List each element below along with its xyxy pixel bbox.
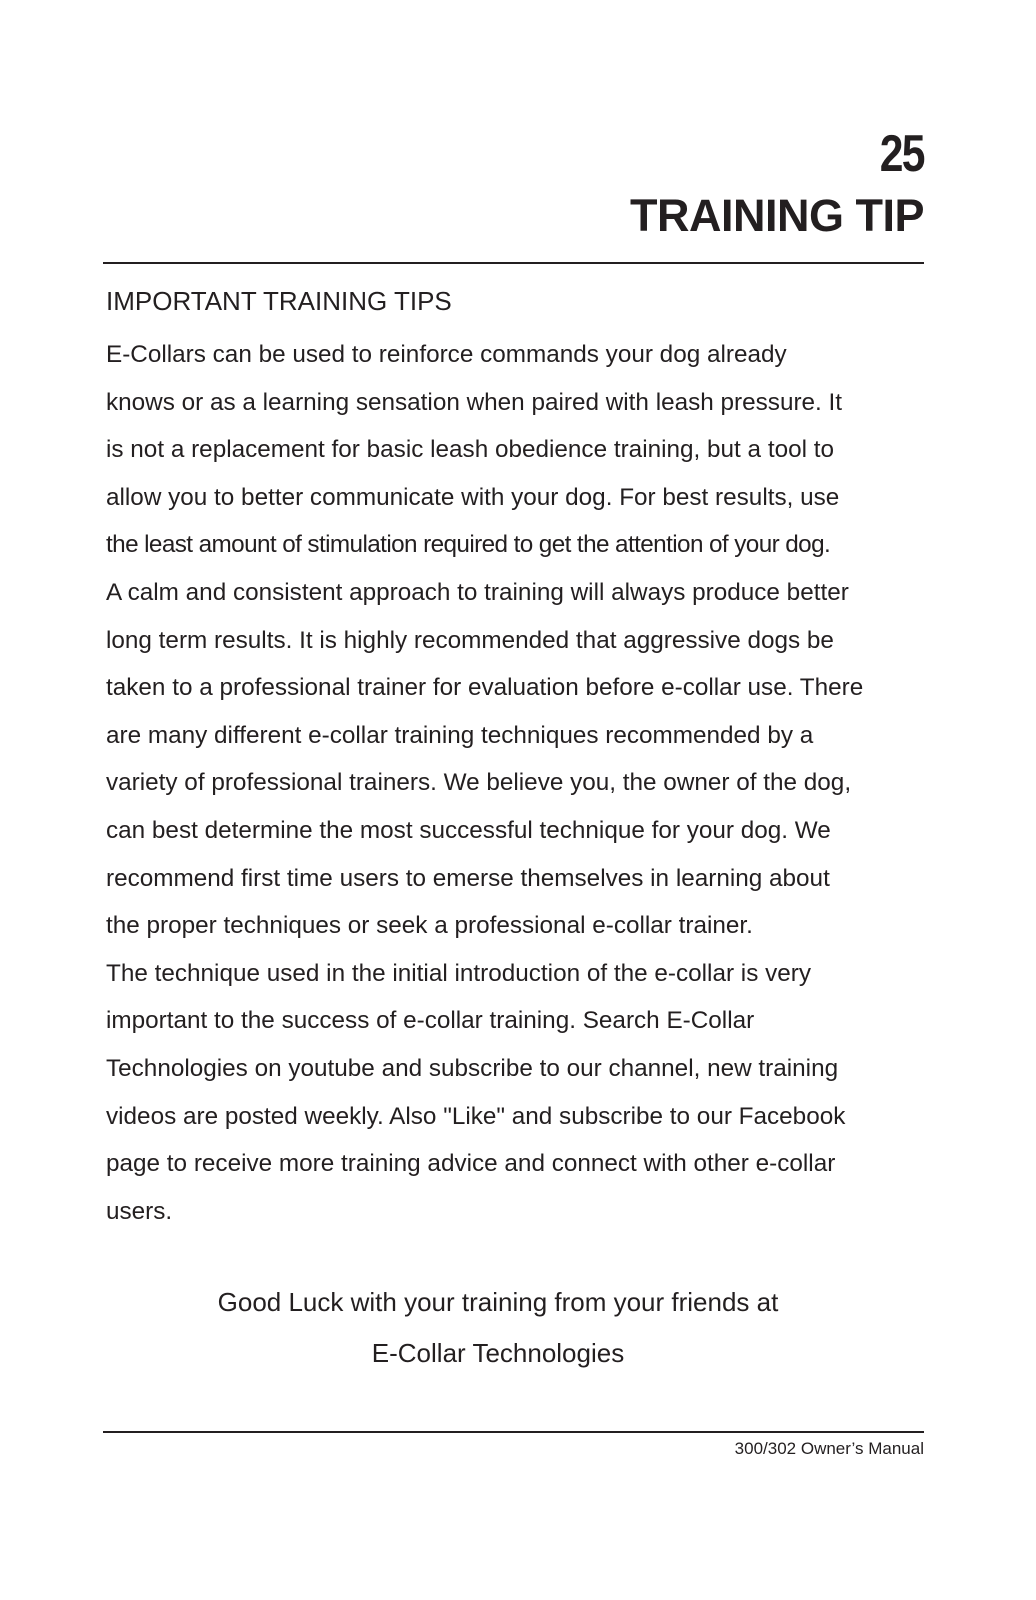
body-line: E-Collars can be used to reinforce commands your dog already — [106, 341, 787, 368]
body-line: is not a replacement for basic leash obedience training, but a tool to — [106, 436, 835, 464]
page-number: 25 — [879, 125, 924, 183]
body-line: knows or as a learning sensation when paired with leash pressure. It — [106, 388, 843, 416]
body-line: recommend first time users to emerse themselves in learning about — [106, 864, 830, 892]
body-line: videos are posted weekly. Also "Like" and subscribe to our Facebook — [106, 1102, 846, 1130]
closing-line-2: E-Collar Technologies — [371, 1338, 625, 1368]
body-line: Technologies on youtube and subscribe to our channel, new training — [106, 1054, 839, 1082]
body-text — [106, 331, 936, 1235]
body-line: allow you to better communicate with your dog. For best results, use — [106, 483, 840, 511]
section-title: TRAINING TIP — [630, 190, 924, 241]
closing-line-1: Good Luck with your training from your friends at — [217, 1287, 779, 1317]
body-line: A calm and consistent approach to training will always produce better — [106, 578, 849, 606]
body-line: taken to a professional trainer for evaluation before e-collar use. There — [106, 674, 864, 702]
body-line: the proper techniques or seek a professional e-collar trainer. — [106, 912, 753, 940]
bottom-divider — [103, 1431, 924, 1433]
footer-manual-title: 300/302 Owner’s Manual — [734, 1439, 924, 1458]
subheading: IMPORTANT TRAINING TIPS — [106, 286, 452, 316]
body-line: variety of professional trainers. We believe you, the owner of the dog, — [106, 769, 852, 797]
body-line: the least amount of stimulation required to get the attention of your dog. — [106, 531, 831, 559]
body-line: users. — [106, 1197, 173, 1225]
body-line: important to the success of e-collar training. Search E-Collar — [106, 1007, 755, 1035]
top-divider — [103, 262, 924, 264]
body-line: can best determine the most successful technique for your dog. We — [106, 816, 831, 844]
body-line: page to receive more training advice and connect with other e-collar — [106, 1150, 836, 1178]
body-line: The technique used in the initial introduction of the e-collar is very — [106, 959, 812, 987]
body-line: long term results. It is highly recommended that aggressive dogs be — [106, 626, 834, 654]
closing-message — [0, 1277, 996, 1379]
body-line: are many different e-collar training techniques recommended by a — [106, 721, 814, 749]
